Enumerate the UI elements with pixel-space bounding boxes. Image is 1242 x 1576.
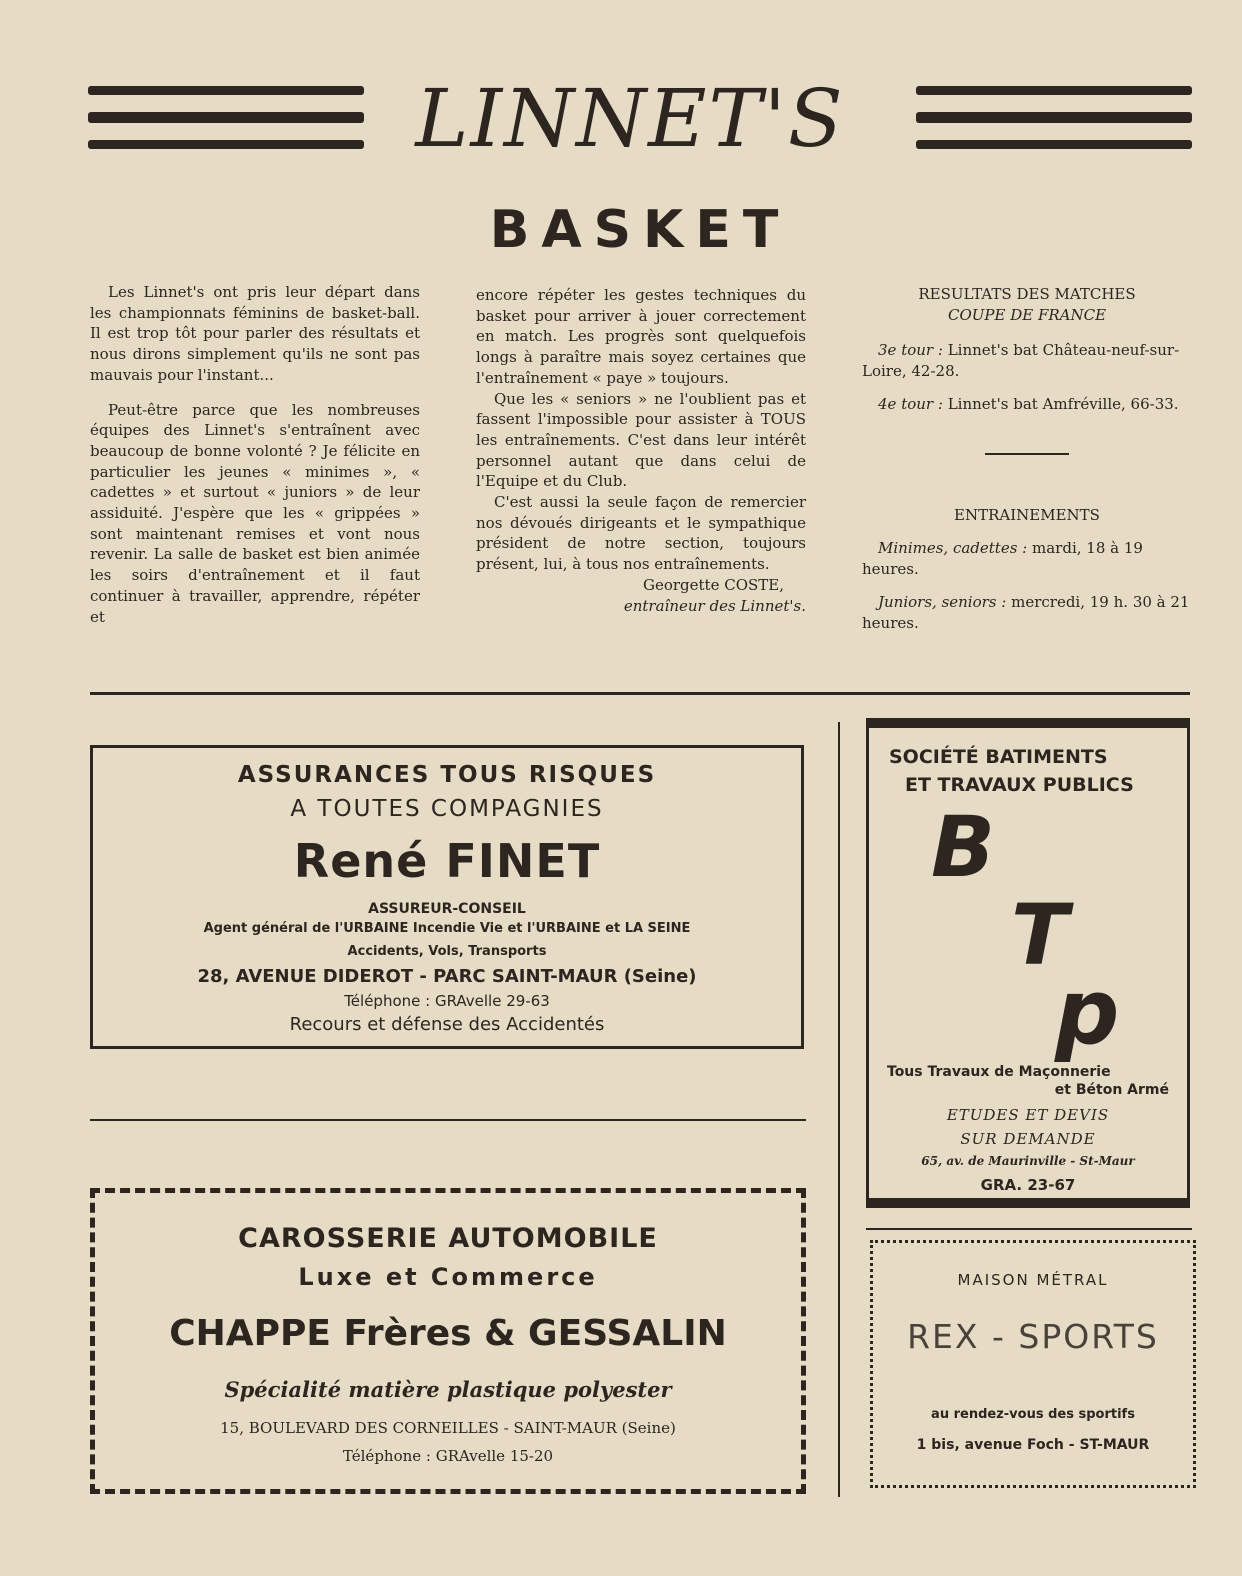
results-heading: RESULTATS DES MATCHES (918, 285, 1136, 303)
round-label: 3e tour : (878, 341, 943, 359)
ad-rex-name: REX - SPORTS (907, 1317, 1159, 1356)
round-text: Linnet's bat Amfréville, 66-33. (947, 395, 1179, 413)
btp-logo-letter-b: B (931, 798, 996, 896)
ad-finet-name: René FINET (293, 834, 601, 888)
trainings-heading: ENTRAINEMENTS (954, 506, 1100, 524)
training-text: mercredi, 19 h. 30 à 21 heures. (862, 593, 1190, 632)
paragraph: Que les « seniors » ne l'oublient pas et fassent l'impossible pour assister à TOUS les entraînements. C'est dans leur intérêt personnel autant que dans celui de l'Equipe et du Club. (476, 389, 806, 491)
masthead-left-bars (88, 86, 364, 156)
ad-btp-phone: GRA. 23-67 (980, 1176, 1076, 1194)
ad-chappe-address: 15, BOULEVARD DES CORNEILLES - SAINT-MAUR (Seine) (220, 1419, 676, 1437)
ad-btp-line2: ET TRAVAUX PUBLICS (905, 774, 1134, 796)
ad-chappe-name: CHAPPE Frères & GESSALIN (169, 1313, 727, 1354)
divider (985, 453, 1069, 455)
paragraph: Peut-être parce que les nombreuses équipes des Linnet's s'entraînent avec beaucoup de bonne volonté ? Je félicite en particulier les jeunes « minimes », « cadettes » et surtout « juniors » de leur assiduité. J'espère que les « grippées » sont maintenant remises et vont nous revenir. La salle de basket est bien animée les soirs d'entraînement et il faut continuer à travailler, apprendre, répéter et (90, 400, 420, 626)
ad-chappe-line2: Luxe et Commerce (298, 1263, 598, 1291)
signature-name: Georgette COSTE, (642, 575, 784, 594)
masthead-title: LINNET'S (415, 72, 845, 165)
ad-finet-line1: ASSURANCES TOUS RISQUES (237, 762, 657, 788)
paragraph: C'est aussi la seule façon de remercier nos dévoués dirigeants et le sympathique président de notre section, toujours présent, lui, à tous nos entraînements. (476, 493, 806, 574)
result-round-3 (862, 340, 1192, 382)
ad-btp-works1: Tous Travaux de Maçonnerie (887, 1064, 1111, 1080)
ad-finet-address: 28, AVENUE DIDEROT - PARC SAINT-MAUR (Seine) (197, 966, 697, 987)
btp-logo-letter-t: T (1011, 886, 1069, 984)
ad-finet-agent: Agent général de l'URBAINE Incendie Vie et l'URBAINE et LA SEINE (203, 921, 691, 936)
section-divider (90, 692, 1190, 695)
ad-divider (90, 1119, 806, 1121)
ad-rex-address: 1 bis, avenue Foch - ST-MAUR (916, 1437, 1150, 1453)
training-text: mardi, 18 à 19 heures. (862, 539, 1143, 578)
ad-chappe-specialty: Spécialité matière plastique polyester (224, 1377, 672, 1402)
training-line-2 (862, 592, 1192, 634)
ad-btp-line1: SOCIÉTÉ BATIMENTS (889, 746, 1108, 768)
ad-rex-tagline: au rendez-vous des sportifs (931, 1407, 1135, 1422)
ad-finet-line2: A TOUTES COMPAGNIES (290, 796, 604, 822)
training-label: Minimes, cadettes : (878, 539, 1028, 557)
masthead-right-bars (916, 86, 1192, 156)
paragraph: Les Linnet's ont pris leur départ dans les championnats féminins de basket-ball. Il est trop tôt pour parler des résultats et nous dirons simplement qu'ils ne sont pas mauvais pour l'instant... (90, 283, 420, 384)
btp-logo-letter-p: p (1055, 960, 1120, 1065)
ad-finet-services: Accidents, Vols, Transports (347, 944, 547, 959)
ad-chappe (90, 1188, 806, 1494)
ad-chappe-phone: Téléphone : GRAvelle 15-20 (342, 1447, 554, 1465)
ad-rex-sports (870, 1240, 1196, 1488)
round-label: 4e tour : (878, 395, 943, 413)
ad-btp-works2: et Béton Armé (1054, 1082, 1169, 1098)
results-column (862, 284, 1192, 634)
ad-btp-etudes1: ETUDES ET DEVIS (946, 1106, 1110, 1124)
ad-btp (866, 718, 1190, 1208)
ad-divider (866, 1228, 1192, 1230)
training-label: Juniors, seniors : (878, 593, 1007, 611)
section-title: BASKET (489, 200, 791, 260)
ad-finet (90, 745, 804, 1049)
ad-finet-phone: Téléphone : GRAvelle 29-63 (344, 992, 550, 1010)
ad-finet-footer: Recours et défense des Accidentés (289, 1014, 605, 1035)
results-subheading: COUPE DE FRANCE (947, 306, 1107, 324)
ad-finet-role: ASSUREUR-CONSEIL (368, 901, 526, 917)
signature-role: entraîneur des Linnet's. (623, 596, 806, 615)
article-column-1 (90, 282, 420, 627)
round-text: Linnet's bat Château-neuf-sur-Loire, 42-28. (862, 341, 1180, 380)
ad-rex-house: MAISON MÉTRAL (957, 1271, 1109, 1289)
result-round-4 (862, 394, 1192, 415)
ad-chappe-line1: CAROSSERIE AUTOMOBILE (238, 1223, 658, 1254)
training-line-1 (862, 538, 1192, 580)
paragraph: encore répéter les gestes techniques du basket pour arriver à jouer correctement en match. Les progrès sont quelquefois longs à paraître mais soyez certaines que l'entraînement « paye » toujours. (476, 286, 806, 387)
ad-btp-etudes2: SUR DEMANDE (960, 1130, 1096, 1148)
vertical-divider (838, 722, 840, 1497)
article-column-2 (476, 285, 806, 616)
ad-btp-address: 65, av. de Maurinville - St-Maur (921, 1154, 1135, 1168)
